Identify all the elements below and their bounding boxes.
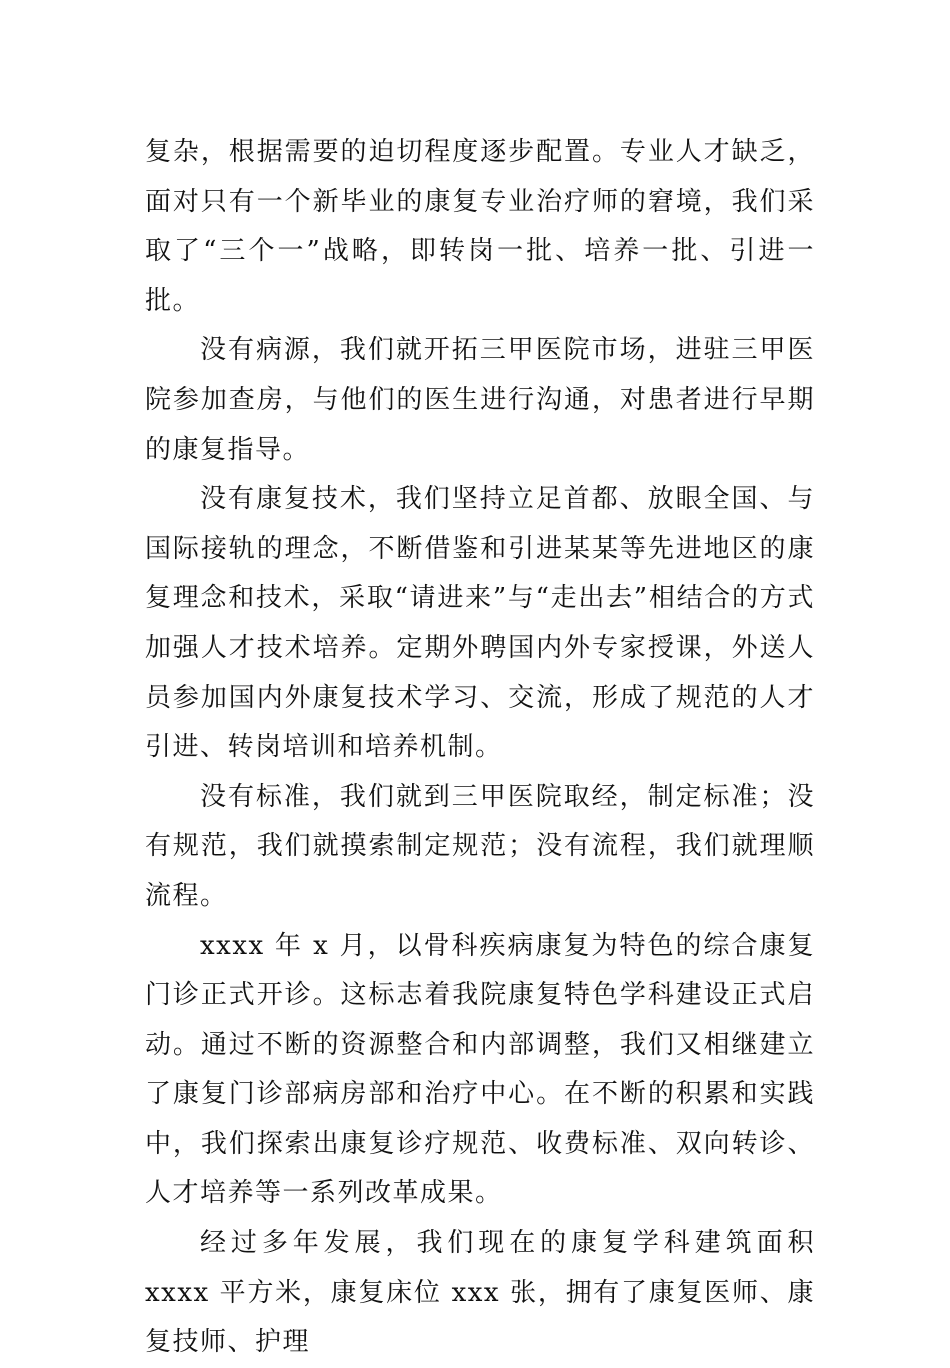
paragraph: 经过多年发展，我们现在的康复学科建筑面积 xxxx 平方米，康复床位 xxx 张，拥有了康复医师、康复技师、护理 [145,1228,815,1358]
document-body [145,128,815,1368]
paragraph: 没有康复技术，我们坚持立足首都、放眼全国、与国际接轨的理念，不断借鉴和引进某某等先进地区的康复理念和技术，采取“请进来”与“走出去”相结合的方式加强人才技术培养。定期外聘国内外专家授课，外送人员参加国内外康复技术学习、交流，形成了规范的人才引进、转岗培训和培养机制。 [145,484,815,763]
paragraph-continued: 复杂，根据需要的迫切程度逐步配置。专业人才缺乏，面对只有一个新毕业的康复专业治疗师的窘境，我们采取了“三个一”战略，即转岗一批、培养一批、引进一批。 [145,137,815,316]
paragraph: xxxx 年 x 月，以骨科疾病康复为特色的综合康复门诊正式开诊。这标志着我院康复特色学科建设正式启动。通过不断的资源整合和内部调整，我们又相继建立了康复门诊部病房部和治疗中心。在不断的积累和实践中，我们探索出康复诊疗规范、收费标准、双向转诊、人才培养等一系列改革成果。 [145,930,815,1209]
paragraph: 没有病源，我们就开拓三甲医院市场，进驻三甲医院参加查房，与他们的医生进行沟通，对患者进行早期的康复指导。 [145,335,815,465]
paragraph: 没有标准，我们就到三甲医院取经，制定标准；没有规范，我们就摸索制定规范；没有流程，我们就理顺流程。 [145,781,815,911]
